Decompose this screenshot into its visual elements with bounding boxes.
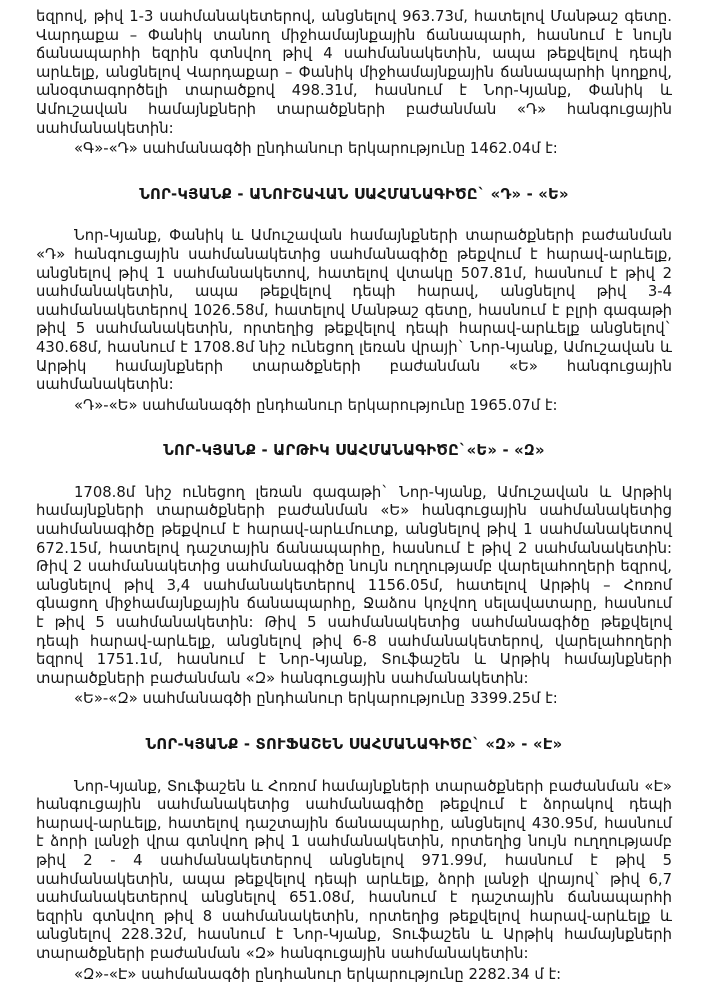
- body-paragraph-continuation: եզրով, թիվ 1-3 սահմանակետերով, անցնելով 963.73մ, հատելով Մանթաշ գետը. Վարդաքա – Փանիկ տանող միջհամայնքային ճանապարհ, հասնում է նույն ճանապարհի եզրին գտնվող թիվ 4 սահմանակետին, ապա թեքվելով դեպի արևելք, անցնելով Վարդաքար – Փանիկ միջհամայնքային ճանապարհի կողքով, անօգտագործելի տարածքով 498.31մ, հասնում է Նոր-Կյանք, Փանիկ և Ամուշավան համայնքների տարածքների բաժանման «Դ» հանգուցային սահմանակետին:: [36, 8, 672, 137]
- boundary-length-summary-e-z: «Ե»-«Զ» սահմանագծի ընդհանուր երկարությունը 3399.25մ է:: [74, 690, 558, 708]
- boundary-length-summary-z-e7: «Զ»-«Է» սահմանագծի ընդհանուր երկարությունը 2282.34 մ է:: [74, 965, 562, 983]
- body-paragraph-z-e7: Նոր-Կյանք, Տուֆաշեն և Հոռոմ համայնքների տարածքների բաժանման «Է» հանգուցային սահմանակետից սահմանագիծը թեքվում է ձորակով դեպի հարավ-արևելք, հատելով դաշտային ճանապարհը, անցնելով 430.95մ, հասնում է ձորի լանջի վրա գտնվող թիվ 1 սահմանակետին, որտեղից նույն ուղղությամբ թիվ 2 - 4 սահմանակետերով անցնելով 971.99մ, հասնում է թիվ 5 սահմանակետին, ապա թեքվելով դեպի արևելք, ձորի լանջի վրայով` թիվ 6,7 սահմանակետերով անցնելով 651.08մ, հասնում է դաշտային ճանապարհի եզրին գտնվող թիվ 8 սահմանակետին, որտեղից թեքվելով հարավ-արևելք և անցնելով 228.32մ, հասնում է Նոր-Կյանք, Տուֆաշեն և Արթիկ համայնքների տարածքների բաժանման «Զ» հանգուցային սահմանակետին:: [36, 777, 672, 962]
- section-heading-nor-kyanq-artik: ՆՈՐ-ԿՅԱՆՔ - ԱՐԹԻԿ ՍԱՀՄԱՆԱԳԻԾԸ`«Ե» - «Զ»: [163, 442, 545, 460]
- boundary-length-summary-d-e: «Դ»-«Ե» սահմանագծի ընդհանուր երկարությունը 1965.07մ է:: [74, 396, 558, 414]
- body-paragraph-d-e: Նոր-Կյանք, Փանիկ և Ամուշավան համայնքների տարածքների բաժանման «Դ» հանգուցային սահմանակետից սահմանագիծը թեքվում է հարավ-արևելք, անցնելով թիվ 1 սահմանակետով, հատելով վտակը 507.81մ, հասնում է թիվ 2 սահմանակետին, ապա թեքվելով դեպի հարավ, անցնելով թիվ 3-4 սահմանակետերով 1026.58մ, հատելով Մանթաշ գետը, հասնում է բլրի գագաթի թիվ 5 սահմանակետին, որտեղից թեքվելով դեպի հարավ-արևելք անցնելով` 430.68մ, հասնում է 1708.8մ նիշ ունեցող լեռան վրայի` Նոր-Կյանք, Ամուշավան և Արթիկ համայնքների տարածքների բաժանման «Ե» հանգուցային սահմանակետին:: [36, 227, 672, 394]
- body-paragraph-e-z: 1708.8մ նիշ ունեցող լեռան գագաթի` Նոր-Կյանք, Ամուշավան և Արթիկ համայնքների տարածքների բաժանման «Ե» հանգուցային սահմանակետից սահմանագիծը թեքվում է հարավ-արևմուտք, անցնելով թիվ 1 սահմանակետով 672.15մ, հատելով դաշտային ճանապարհը, հասնում է թիվ 2 սահմանակետին: Թիվ 2 սահմանակետից սահմանագիծը նույն ուղղությամբ վարելահողերի եզրով, անցնելով թիվ 3,4 սահմանակետերով 1156.05մ, հատելով Արթիկ – Հոռոմ գնացող միջհամայնքային ճանապարհը, Ջաձոս կոչվող սելավատարը, հասնում է թիվ 5 սահմանակետին: Թիվ 5 սահմանակետից սահմանագիծը թեքվելով դեպի հարավ-արևելք, անցնելով թիվ 6-8 սահմանակետերով, վարելահողերի եզրով 1751.1մ, հասնում է Նոր-Կյանք, Տուֆաշեն և Արթիկ համայնքների տարածքների բաժանման «Զ» հանգուցային սահմանակետին:: [36, 483, 672, 687]
- section-heading-nor-kyanq-tufashen: ՆՈՐ-ԿՅԱՆՔ - ՏՈՒՖԱՇԵՆ ՍԱՀՄԱՆԱԳԻԾԸ` «Զ» - «Է»: [145, 736, 563, 753]
- boundary-length-summary-g-d: «Գ»-«Դ» սահմանագծի ընդհանուր երկարությունը 1462.04մ է:: [74, 140, 558, 158]
- section-heading-nor-kyanq-anushavan: ՆՈՐ-ԿՅԱՆՔ - ԱՆՈՒՇԱՎԱՆ ՍԱՀՄԱՆԱԳԻԾԸ` «Դ» - «Ե»: [139, 185, 569, 203]
